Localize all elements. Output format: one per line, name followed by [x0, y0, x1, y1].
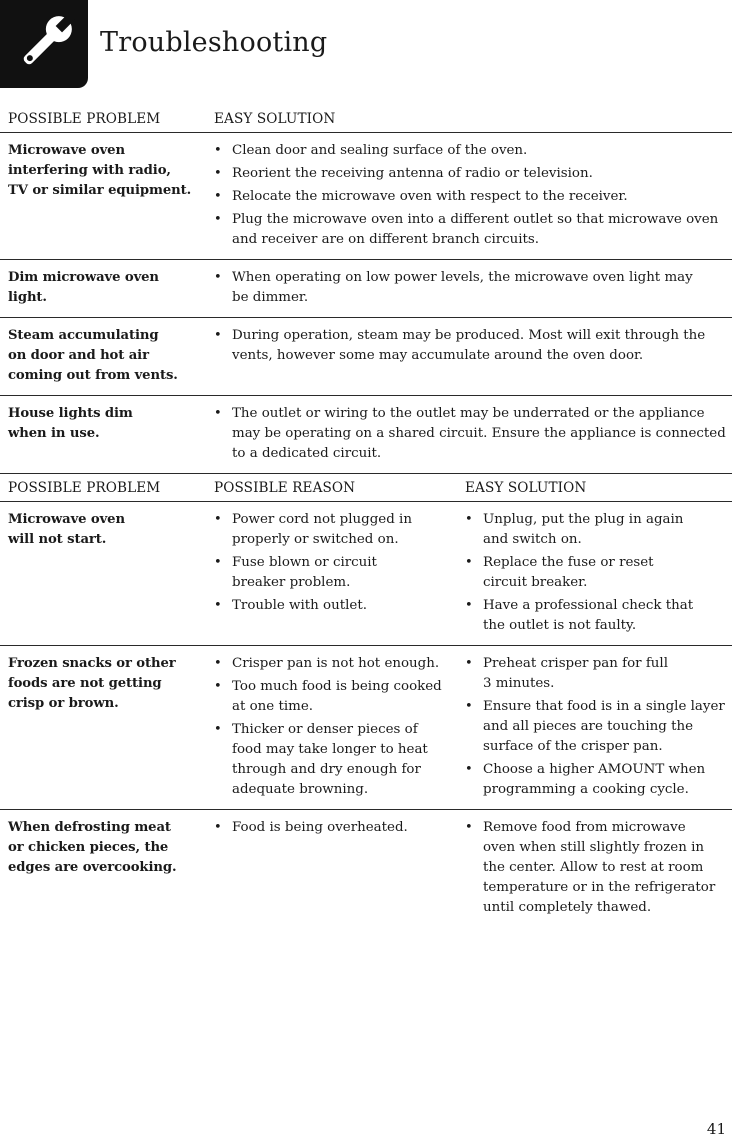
reason-item: • Crisper pan is not hot enough. [214, 654, 451, 674]
reason-list [214, 818, 451, 838]
solution-item: • During operation, steam may be produced. Most will exit through the vents, however some may accumulate around the oven door. [214, 326, 726, 366]
reason-list [214, 654, 451, 800]
problem-cell: When defrosting meat or chicken pieces, the edges are overcooking. [8, 820, 177, 875]
solution-cell [457, 646, 732, 810]
solution-item: • The outlet or wiring to the outlet may be underrated or the appliance may be operating on a shared circuit. Ensure the appliance is connected to a dedicated circuit. [214, 404, 726, 464]
column-header-solution: EASY SOLUTION [206, 108, 732, 133]
table-row [0, 502, 732, 646]
solution-cell [206, 318, 732, 396]
table-body [0, 133, 732, 474]
solution-item: • When operating on low power levels, the microwave oven light may be dimmer. [214, 268, 726, 308]
solution-item: • Choose a higher AMOUNT when programming a cooking cycle. [465, 760, 726, 800]
reason-cell [206, 810, 457, 928]
solution-list [465, 654, 726, 800]
column-header-reason: POSSIBLE REASON [206, 477, 457, 502]
problem-cell: Dim microwave oven light. [0, 260, 206, 318]
solution-item: • Ensure that food is in a single layer and all pieces are touching the surface of the crisper pan. [465, 697, 726, 757]
solution-item: • Reorient the receiving antenna of radio or television. [214, 164, 726, 184]
reason-list [214, 510, 451, 616]
solution-item: • Preheat crisper pan for full 3 minutes. [465, 654, 726, 694]
problem-cell: House lights dim when in use. [0, 396, 206, 474]
solution-item: • Have a professional check that the outlet is not faulty. [465, 596, 726, 636]
table-row [0, 133, 732, 260]
table-row [0, 810, 732, 928]
solution-item: • Remove food from microwave oven when still slightly frozen in the center. Allow to rest at room temperature or in the refrigerator until completely thawed. [465, 818, 726, 918]
solution-cell [206, 396, 732, 474]
problem-cell: Frozen snacks or other foods are not getting crisp or brown. [0, 646, 206, 810]
table-row [0, 396, 732, 474]
solution-list [214, 268, 726, 308]
table-body [0, 502, 732, 928]
column-header-solution: EASY SOLUTION [457, 477, 732, 502]
reason-cell [206, 646, 457, 810]
table-row [0, 318, 732, 396]
solution-list [214, 141, 726, 250]
problem-cell: Microwave oven interfering with radio, TV or similar equipment. [0, 133, 206, 260]
solution-item: • Replace the fuse or reset circuit breaker. [465, 553, 726, 593]
solution-cell [206, 260, 732, 318]
reason-cell [206, 502, 457, 646]
reason-item: • Trouble with outlet. [214, 596, 451, 616]
page-title: Troubleshooting [100, 27, 328, 58]
table-header-row [0, 108, 732, 133]
solution-item: • Plug the microwave oven into a different outlet so that microwave oven and receiver are on different branch circuits. [214, 210, 726, 250]
reason-item: • Too much food is being cooked at one time. [214, 677, 451, 717]
reason-item: • Fuse blown or circuit breaker problem. [214, 553, 451, 593]
wrench-icon [0, 0, 88, 88]
wrench-icon-tile [0, 0, 88, 88]
problem-cell: Microwave oven will not start. [0, 502, 206, 646]
solution-cell [206, 133, 732, 260]
page-number: 41 [706, 1120, 726, 1138]
solution-cell [457, 810, 732, 928]
solution-list [214, 404, 726, 464]
solution-item: • Relocate the microwave oven with respect to the receiver. [214, 187, 726, 207]
reason-item: • Thicker or denser pieces of food may take longer to heat through and dry enough for adequate browning. [214, 720, 451, 800]
problem-cell: Steam accumulating on door and hot air coming out from vents. [0, 318, 206, 396]
table-row [0, 646, 732, 810]
solution-list [214, 326, 726, 366]
solution-cell [457, 502, 732, 646]
reason-item: • Power cord not plugged in properly or switched on. [214, 510, 451, 550]
reason-item: • Food is being overheated. [214, 818, 451, 838]
table-row [0, 260, 732, 318]
solution-item: • Clean door and sealing surface of the oven. [214, 141, 726, 161]
troubleshooting-table-1 [0, 108, 732, 474]
solution-list [465, 818, 726, 918]
troubleshooting-table-2 [0, 477, 732, 927]
column-header-problem: POSSIBLE PROBLEM [0, 477, 206, 502]
table-header-row [0, 477, 732, 502]
solution-item: • Unplug, put the plug in again and switch on. [465, 510, 726, 550]
solution-list [465, 510, 726, 636]
column-header-problem: POSSIBLE PROBLEM [0, 108, 206, 133]
